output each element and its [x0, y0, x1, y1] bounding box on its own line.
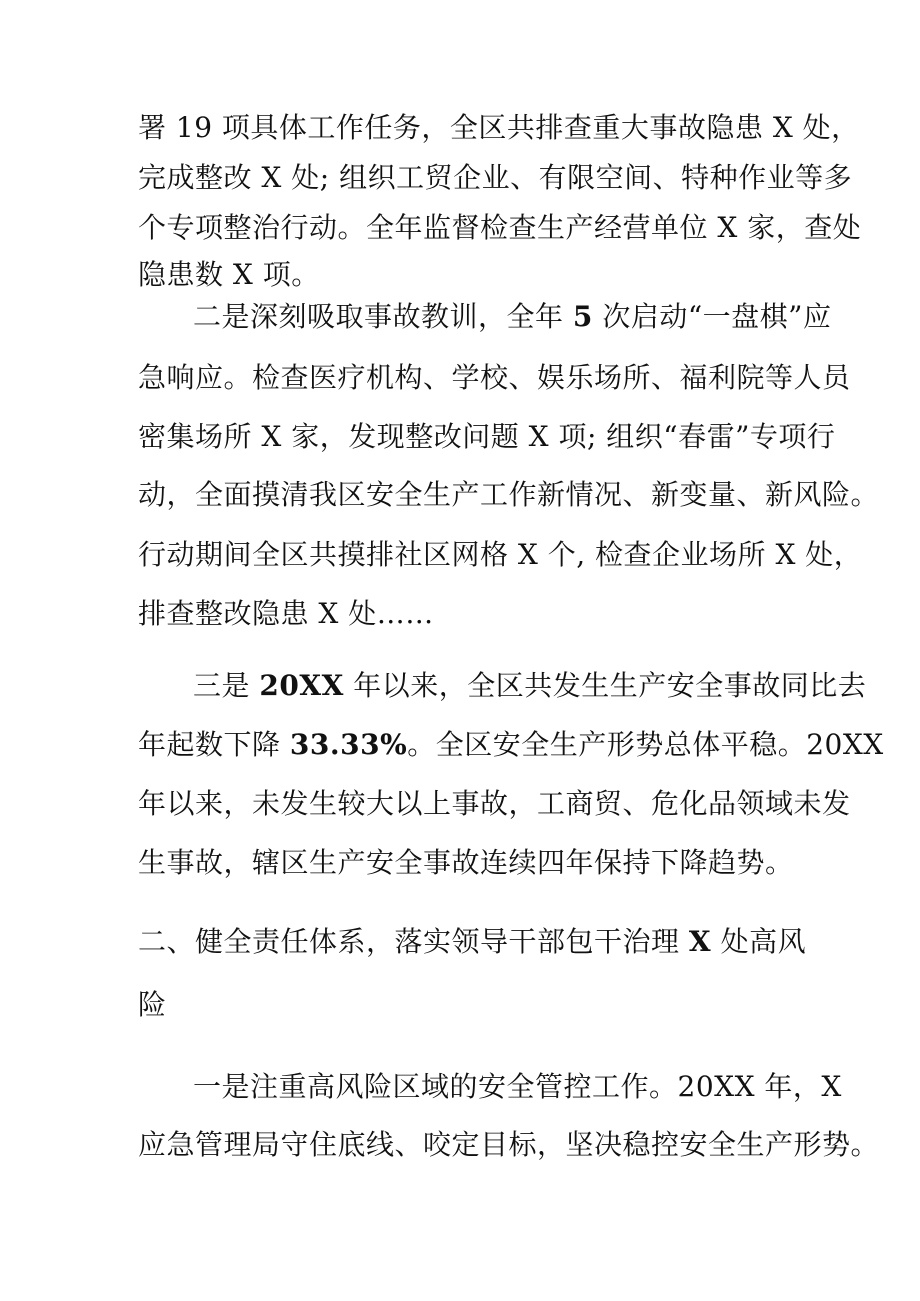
bold-number: 5: [572, 300, 593, 333]
heading-text: 二、健全责任体系，落实领导干部包干治理: [138, 925, 680, 958]
section-heading: 险: [138, 988, 167, 1021]
text-line: 动，全面摸清我区安全生产工作新情况、新变量、新风险。: [138, 478, 880, 511]
text-line: [138, 725, 884, 765]
bold-percent: 33.33%: [289, 728, 408, 761]
text-line: 一是注重高风险区域的安全管控工作。20XX 年，X: [193, 1070, 842, 1103]
text-line: [193, 666, 866, 706]
text-run: 三是: [193, 669, 251, 702]
text-line: 生事故，辖区生产安全事故连续四年保持下降趋势。: [138, 846, 794, 879]
text-line: 个专项整治行动。全年监督检查生产经营单位 X 家，查处: [138, 211, 862, 244]
text-line: 排查整改隐患 X 处……: [138, 597, 434, 630]
text-line: [193, 297, 831, 337]
bold-year: 20XX: [259, 669, 344, 702]
text-run: 二是深刻吸取事故教训，全年: [193, 300, 564, 333]
text-line: 完成整改 X 处; 组织工贸企业、有限空间、特种作业等多: [138, 161, 853, 194]
text-run: 次启动“一盘棋”应: [602, 300, 832, 333]
text-run: 。全区安全生产形势总体平稳。20XX: [407, 728, 884, 761]
text-line: 密集场所 X 家，发现整改问题 X 项; 组织“春雷”专项行: [138, 420, 836, 453]
bold-x: X: [688, 925, 712, 958]
section-heading: [138, 922, 806, 962]
text-line: 应急管理局守住底线、咬定目标，坚决稳控安全生产形势。: [138, 1128, 880, 1161]
text-run: 年起数下降: [138, 728, 281, 761]
text-run: 年以来，全区共发生生产安全事故同比去: [353, 669, 867, 702]
text-line: 隐患数 X 项。: [138, 258, 320, 291]
text-line: 急响应。检查医疗机构、学校、娱乐场所、福利院等人员: [138, 361, 851, 394]
text-line: 行动期间全区共摸排社区网格 X 个, 检查企业场所 X 处，: [138, 538, 863, 571]
text-line: 年以来，未发生较大以上事故，工商贸、危化品领域未发: [138, 787, 851, 820]
heading-text: 处高风: [720, 925, 807, 958]
text-line: 署 19 项具体工作任务，全区共排查重大事故隐患 X 处，: [138, 111, 860, 144]
